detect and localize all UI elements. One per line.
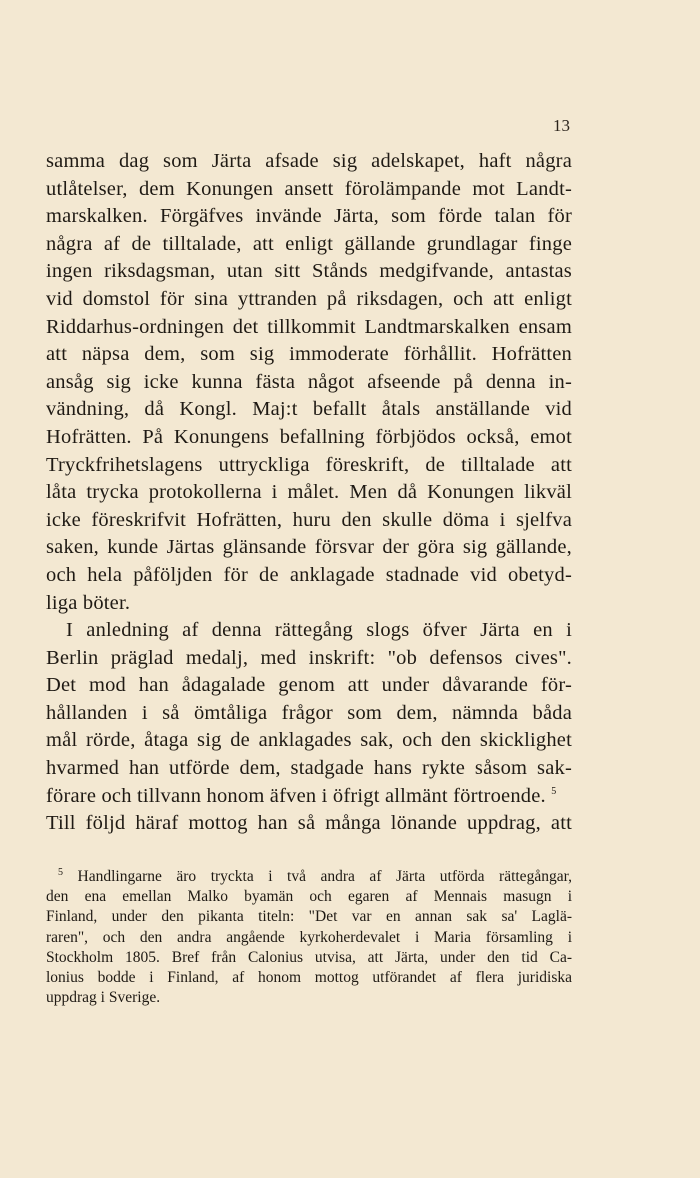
- text-line: hvarmed han utförde dem, stadgade hans rykte såsom sak-: [46, 757, 572, 780]
- text-line: hållanden i så ömtåliga frågor som dem, nämnda båda: [46, 701, 572, 724]
- text-line: liga böter.: [46, 591, 131, 614]
- text-line: vändning, då Kongl. Maj:t befallt åtals anställande vid: [46, 398, 572, 421]
- text-line-with-footnote-ref: [46, 783, 572, 811]
- text-line: ansåg sig icke kunna fästa något afseende på denna in-: [46, 370, 572, 393]
- footnote-line: raren", och den andra angående kyrkoherdevalet i Maria församling i: [46, 928, 572, 946]
- text-line: några af de tilltalade, att enligt gällande grundlagar finge: [46, 232, 572, 255]
- text-line: Hofrätten. På Konungens befallning förbjödos också, emot: [46, 425, 572, 448]
- text-line: vid domstol för sina yttranden på riksdagen, och att enligt: [46, 287, 572, 310]
- footnote-reference: 5: [551, 785, 557, 797]
- paragraph-start-line: I anledning af denna rättegång slogs öfver Järta en i: [66, 619, 572, 642]
- text-line: Riddarhus-ordningen det tillkommit Landtmarskalken ensam: [46, 315, 572, 338]
- text-line: att näpsa dem, som sig immoderate förhållit. Hofrätten: [46, 343, 572, 366]
- text-line: mål rörde, åtaga sig de anklagades sak, och den skicklighet: [46, 729, 572, 752]
- text-line: Berlin präglad medalj, med inskrift: "ob defensos cives".: [46, 646, 572, 669]
- footnote-line: Stockholm 1805. Bref från Calonius utvisa, att Järta, under den tid Ca-: [46, 948, 572, 966]
- text-line: marskalken. Förgäfves invände Järta, som förde talan för: [46, 205, 572, 228]
- text-line: Tryckfrihetslagens uttryckliga föreskrift, de tilltalade att: [46, 453, 572, 476]
- text-line: samma dag som Järta afsade sig adelskapet, haft några: [46, 150, 572, 172]
- footnote-line: lonius bodde i Finland, af honom mottog utförandet af flera juridiska: [46, 968, 572, 986]
- page-number: 13: [553, 116, 570, 135]
- text-line: låta trycka protokollerna i målet. Men då Konungen likväl: [46, 481, 572, 504]
- text-line: Till följd häraf mottog han så många lönande uppdrag, att: [46, 812, 572, 835]
- footnote-line: Finland, under den pikanta titeln: "Det var en annan sak sa' Laglä-: [46, 908, 572, 926]
- text-line: saken, kunde Järtas glänsande försvar der göra sig gällande,: [46, 536, 572, 559]
- footnote-line-content: Handlingarne äro tryckta i två andra af Järta utförda rättegångar,: [77, 868, 572, 885]
- footnote-marker: 5: [58, 866, 63, 878]
- footnote-line: den ena emellan Malko byamän och egaren af Mennais masugn i: [46, 888, 572, 906]
- text-line: Det mod han ådagalade genom att under dåvarande för-: [46, 674, 572, 697]
- text-line-content: förare och tillvann honom äfven i öfrigt allmänt förtroende.: [46, 784, 546, 807]
- body-text: [46, 148, 572, 838]
- text-line: ingen riksdagsman, utan sitt Stånds medgifvande, antastas: [46, 260, 572, 283]
- footnote-block: [46, 867, 572, 1008]
- text-line: utlåtelser, dem Konungen ansett förolämpande mot Landt-: [46, 177, 572, 200]
- text-line: och hela påföljden för de anklagade stadnade vid obetyd-: [46, 563, 572, 586]
- text-line: icke föreskrifvit Hofrätten, huru den skulle döma i sjelfva: [46, 508, 572, 531]
- footnote-line: uppdrag i Sverige.: [46, 989, 161, 1007]
- footnote-line: [46, 867, 572, 887]
